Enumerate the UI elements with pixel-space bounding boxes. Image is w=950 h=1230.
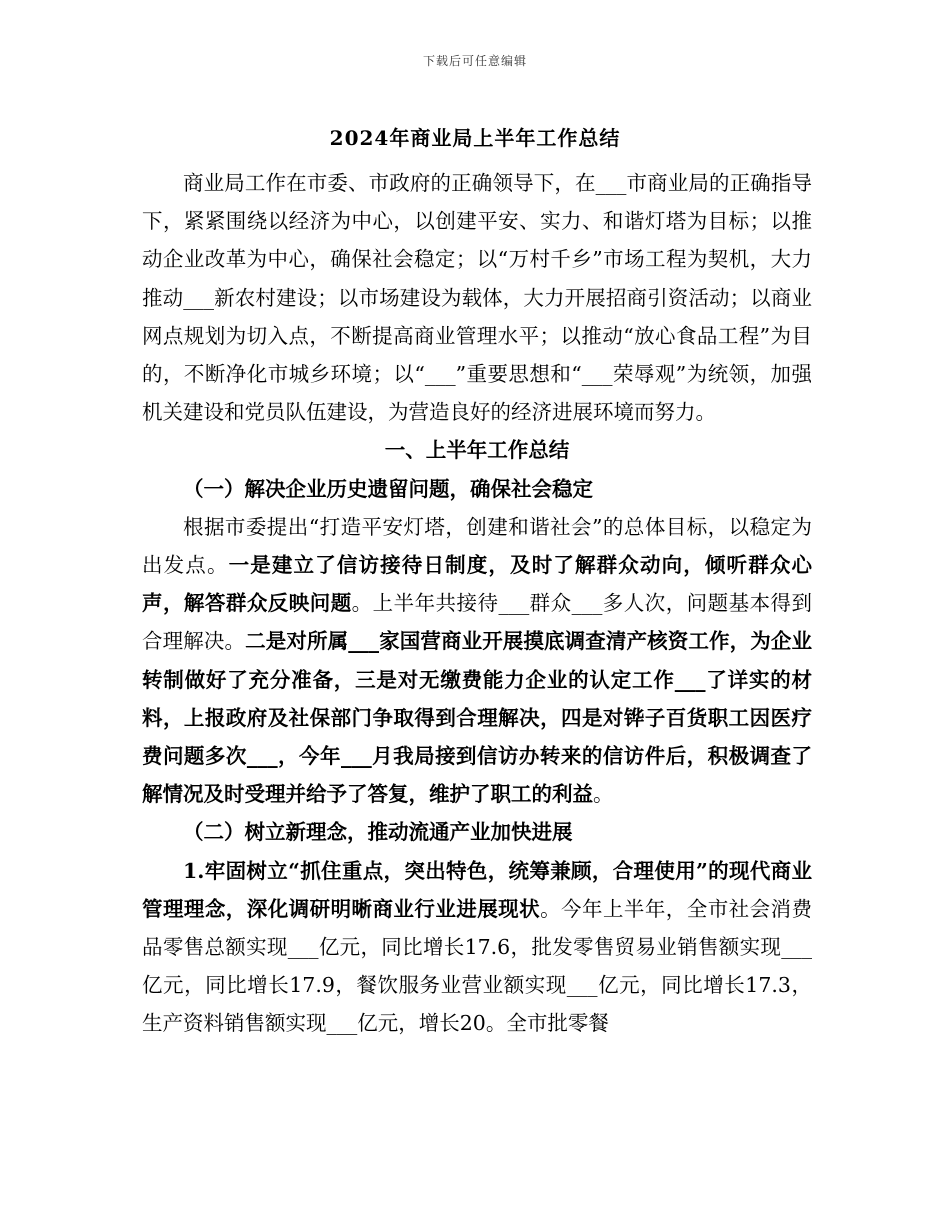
subsection-1-paragraph <box>142 508 812 814</box>
subsection-heading-2: （二）树立新理念，推动流通产业加快进展 <box>183 820 573 845</box>
section-heading: 一、上半年工作总结 <box>384 438 570 463</box>
paragraph-text: 。 <box>593 782 614 807</box>
paragraph-text: 。上半年共接待___群众___多人次，问题基本得到合理解决。 <box>142 591 813 654</box>
paragraph-text: 。今年上半年，全市社会消费品零售总额实现___亿元，同比增长17.6，批发零售贸易业销售额实现___亿元，同比增长17.9，餐饮服务业营业额实现___亿元，同比增长17.3，生产资料销售额实现___亿元，增长20。全市批零餐 <box>142 896 813 1036</box>
document-body <box>142 164 812 1043</box>
paragraph-bold-text: 二是对所属___家国营商业开展摸底调查清产核资工作，为企业转制做好了充分准备，三是对无缴费能力企业的认定工作___了详实的材料，上报政府及社保部门争取得到合理解决，四是对铧子百货职工因医疗费问题多次___，今年___月我局接到信访办转来的信访件后，积极调查了解情况及时受理并给予了答复，维护了职工的利益 <box>142 629 813 807</box>
paragraph-text: 根据市委提出“打造平安灯塔，创建和谐社会”的总体目标，以稳定为出发点。 <box>142 514 812 578</box>
paragraph-bold-text: 1.牢固树立“抓住重点，突出特色，统筹兼顾，合理使用”的现代商业管理理念，深化调研明晰商业行业进展现状 <box>142 858 812 921</box>
page-header: 下载后可任意编辑 <box>422 54 527 68</box>
subsection-2-paragraph <box>142 852 812 1043</box>
subsection-heading-1: （一）解决企业历史遗留问题，确保社会稳定 <box>183 476 593 501</box>
intro-paragraph: 商业局工作在市委、市政府的正确领导下，在___市商业局的正确指导下，紧紧围绕以经济为中心，以创建平安、实力、和谐灯塔为目标；以推动企业改革为中心，确保社会稳定；以“万村千乡”市场工程为契机，大力推动___新农村建设；以市场建设为载体，大力开展招商引资活动；以商业网点规划为切入点，不断提高商业管理水平；以推动“放心食品工程”为目的，不断净化市城乡环境；以“___”重要思想和“___荣辱观”为统领，加强机关建设和党员队伍建设，为营造良好的经济进展环境而努力。 <box>142 171 812 425</box>
document-title: 2024年商业局上半年工作总结 <box>329 126 621 150</box>
paragraph-bold-text: 一是建立了信访接待日制度，及时了解群众动向，倾听群众心声，解答群众反映问题 <box>142 553 813 616</box>
